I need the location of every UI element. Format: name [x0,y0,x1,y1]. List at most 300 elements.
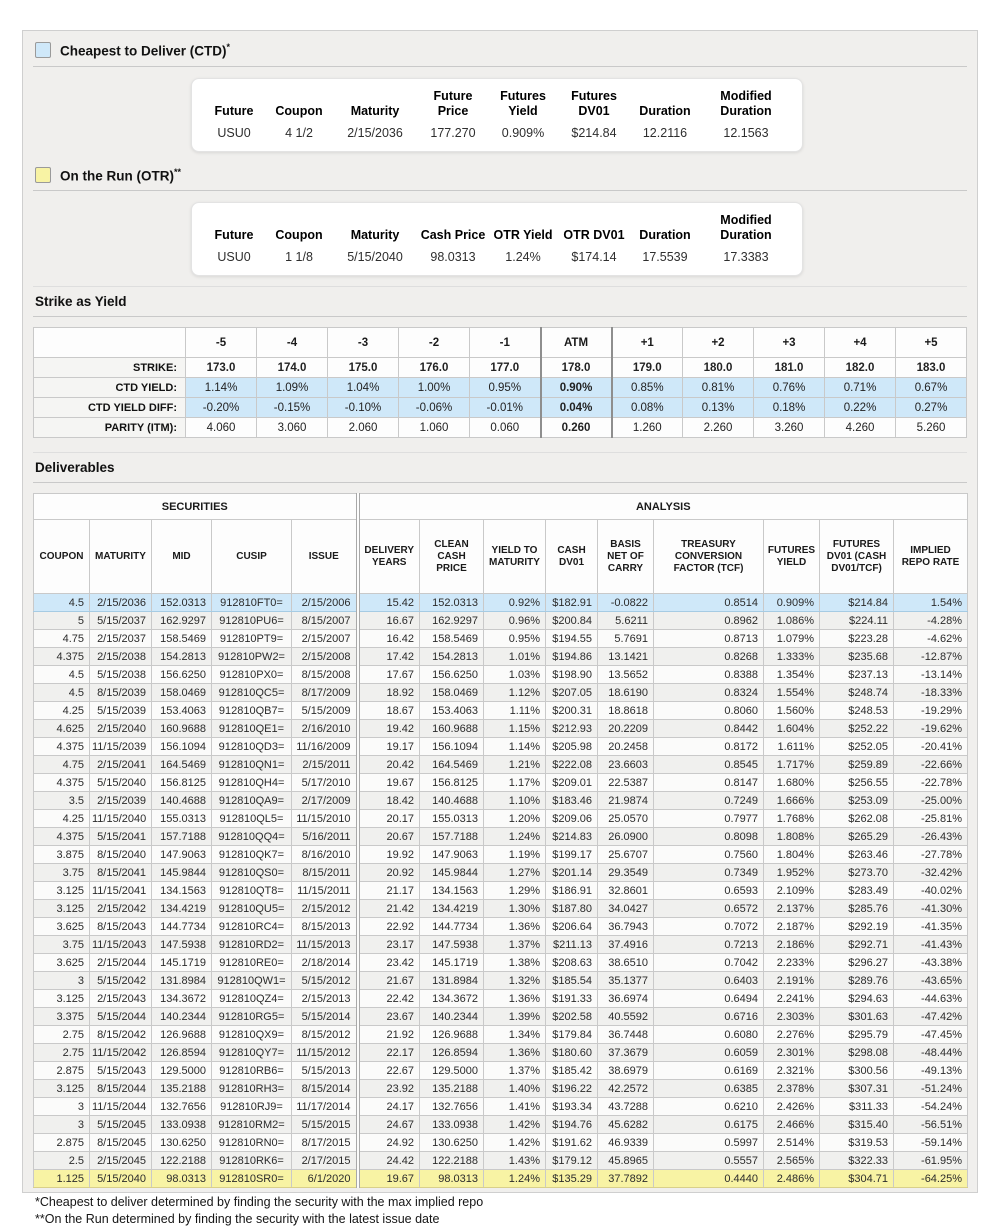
cell: 21.42 [358,900,420,918]
table-row[interactable] [34,900,968,918]
cell: 13.5652 [598,666,654,684]
cell: 2.186% [764,936,820,954]
cell: 21.17 [358,882,420,900]
cell: 20.2209 [598,720,654,738]
strike-cell: 1.260 [612,418,683,438]
cell: 18.67 [358,702,420,720]
cell: 912810RB6= [212,1062,292,1080]
table-row[interactable] [34,1098,968,1116]
cell: 158.0469 [420,684,484,702]
cell: 5/15/2043 [90,1062,152,1080]
cell: 1.24% [484,1170,546,1188]
cell: 1.24% [484,828,546,846]
column-header: COUPON [34,520,90,594]
table-row[interactable] [34,684,968,702]
table-row[interactable] [34,828,968,846]
cell: 1.41% [484,1098,546,1116]
cell: 5/15/2014 [292,1008,358,1026]
cell: -59.14% [894,1134,968,1152]
cell: $202.58 [546,1008,598,1026]
cell: 155.0313 [420,810,484,828]
cell: 140.2344 [420,1008,484,1026]
cell: 2/17/2009 [292,792,358,810]
strike-cell: 0.67% [896,378,967,398]
cell: 3.125 [34,1080,90,1098]
cell: 1.43% [484,1152,546,1170]
cell: 1.42% [484,1116,546,1134]
cell: 145.9844 [152,864,212,882]
cell: $179.12 [546,1152,598,1170]
table-row[interactable] [34,630,968,648]
cell: 1.14% [484,738,546,756]
cell: $200.31 [546,702,598,720]
column-header: +5 [896,328,967,358]
strike-cell: 0.27% [896,398,967,418]
cell: -41.43% [894,936,968,954]
strike-cell: 0.13% [683,398,754,418]
cell: 3.875 [34,846,90,864]
summary-value: $214.84 [571,125,617,140]
table-row[interactable] [34,882,968,900]
cell: 35.1377 [598,972,654,990]
strike-cell: 0.81% [683,378,754,398]
ctd-row[interactable] [34,594,968,612]
cell: 912810QL5= [212,810,292,828]
cell: -64.25% [894,1170,968,1188]
cell: 2.466% [764,1116,820,1134]
cell: 4.375 [34,828,90,846]
cell: 133.0938 [420,1116,484,1134]
cell: $307.31 [820,1080,894,1098]
cell: 2.109% [764,882,820,900]
cell: -19.62% [894,720,968,738]
column-header: -1 [470,328,541,358]
cell: 912810QK7= [212,846,292,864]
table-row[interactable] [34,918,968,936]
cell: 912810QU5= [212,900,292,918]
table-row[interactable] [34,720,968,738]
cell: 2.276% [764,1026,820,1044]
table-row[interactable] [34,792,968,810]
cell: -27.78% [894,846,968,864]
cell: 0.6385 [654,1080,764,1098]
cell: 0.7213 [654,936,764,954]
strike-cell: 175.0 [328,358,399,378]
cell: 40.5592 [598,1008,654,1026]
cell: $187.80 [546,900,598,918]
cell: -61.95% [894,1152,968,1170]
cell: 25.0570 [598,810,654,828]
strike-cell: 0.71% [825,378,896,398]
cell: 2/15/2042 [90,900,152,918]
cell: 5/15/2040 [90,774,152,792]
cell: 0.95% [484,630,546,648]
cell: 1.717% [764,756,820,774]
column-header: -2 [399,328,470,358]
cell: 45.8965 [598,1152,654,1170]
cell: -54.24% [894,1098,968,1116]
ctd-legend-label [60,42,230,59]
cell: -32.42% [894,864,968,882]
column-header: OTR Yield [493,228,553,242]
cell: 5/15/2015 [292,1116,358,1134]
cell: 2/15/2040 [90,720,152,738]
strike-cell: 4.260 [825,418,896,438]
ctd-footnote-marker: * [226,42,231,52]
table-row[interactable] [34,846,968,864]
cell: 0.7977 [654,810,764,828]
cell: 20.92 [358,864,420,882]
cell: 0.7042 [654,954,764,972]
cell: 1.21% [484,756,546,774]
cell: 912810QD3= [212,738,292,756]
cell: 1.680% [764,774,820,792]
cell: $224.11 [820,612,894,630]
strike-cell: 0.85% [612,378,683,398]
cell: 1.29% [484,882,546,900]
summary-value: 17.5539 [642,250,688,264]
table-row[interactable] [34,864,968,882]
cell: 3.125 [34,990,90,1008]
cell: 0.5997 [654,1134,764,1152]
cell: $209.06 [546,810,598,828]
cell: $300.56 [820,1062,894,1080]
strike-cell: 0.060 [470,418,541,438]
cell: $183.46 [546,792,598,810]
table-row[interactable] [34,1062,968,1080]
table-row[interactable] [34,774,968,792]
cell: 1.27% [484,864,546,882]
cell: -41.35% [894,918,968,936]
table-row[interactable] [34,990,968,1008]
cell: 134.4219 [152,900,212,918]
column-header: CLEAN CASH PRICE [420,520,484,594]
strike-cell: 182.0 [825,358,896,378]
cell: 37.4916 [598,936,654,954]
cell: 1.11% [484,702,546,720]
cell: 130.6250 [152,1134,212,1152]
strike-row [34,418,967,438]
footnotes [33,1194,967,1228]
securities-group-header: SECURITIES [34,494,358,520]
cell: 8/15/2044 [90,1080,152,1098]
cell: 1.10% [484,792,546,810]
cell: 20.17 [358,810,420,828]
cell: 144.7734 [152,918,212,936]
cell: 5/15/2044 [90,1008,152,1026]
cell: 42.2572 [598,1080,654,1098]
strike-cell: 2.260 [683,418,754,438]
cell: 1.38% [484,954,546,972]
table-row[interactable] [34,612,968,630]
summary-value: 98.0313 [430,250,476,264]
cell: 132.7656 [420,1098,484,1116]
strike-cell: 181.0 [754,358,825,378]
cell: 912810PX0= [212,666,292,684]
cell: 2/18/2014 [292,954,358,972]
cell: $248.74 [820,684,894,702]
cell: 912810QW1= [212,972,292,990]
cell: 156.1094 [152,738,212,756]
table-row[interactable] [34,810,968,828]
cell: 98.0313 [152,1170,212,1188]
cell: 912810RK6= [212,1152,292,1170]
cell: 1.20% [484,810,546,828]
cell: 5/15/2037 [90,612,152,630]
cell: 2/15/2012 [292,900,358,918]
cell: 140.4688 [420,792,484,810]
cell: -22.78% [894,774,968,792]
cell: 0.6716 [654,1008,764,1026]
deliverables-title: Deliverables [33,453,967,483]
cell: 2.5 [34,1152,90,1170]
cell: 1.808% [764,828,820,846]
table-row[interactable] [34,1080,968,1098]
cell: 8/15/2012 [292,1026,358,1044]
cell: 1.333% [764,648,820,666]
cell: 158.0469 [152,684,212,702]
strike-cell: 0.18% [754,398,825,418]
table-row[interactable] [34,738,968,756]
otr-row[interactable] [34,1170,968,1188]
summary-value: USU0 [217,250,251,264]
cell: 912810QS0= [212,864,292,882]
cell: $304.71 [820,1170,894,1188]
cell: 1.768% [764,810,820,828]
cell: -41.30% [894,900,968,918]
cell: $292.19 [820,918,894,936]
cell: 23.67 [358,1008,420,1026]
cell: 1.03% [484,666,546,684]
cell: 0.7249 [654,792,764,810]
cell: 3.625 [34,918,90,936]
cell: 134.1563 [420,882,484,900]
cell: 1.37% [484,1062,546,1080]
cell: 8/15/2043 [90,918,152,936]
cell: 25.6707 [598,846,654,864]
cell: 1.37% [484,936,546,954]
cell: $265.29 [820,828,894,846]
cell: 0.6593 [654,882,764,900]
strike-as-yield-table [33,327,967,438]
row-label: CTD YIELD DIFF: [34,398,186,418]
cell: 147.9063 [152,846,212,864]
cell: 22.92 [358,918,420,936]
otr-legend-text: On the Run (OTR) [60,168,174,183]
cell: 1.604% [764,720,820,738]
cell: 3.5 [34,792,90,810]
column-header: MID [152,520,212,594]
table-row[interactable] [34,1044,968,1062]
column-header: Modified Duration [720,88,772,118]
strike-cell: 183.0 [896,358,967,378]
strike-cell: 0.90% [541,378,612,398]
cell: 15.42 [358,594,420,612]
table-row[interactable] [34,648,968,666]
ctd-summary-card [191,78,803,152]
column-header-row [34,520,968,594]
cell: -40.02% [894,882,968,900]
cell: 0.8545 [654,756,764,774]
cell: 18.92 [358,684,420,702]
table-row[interactable] [34,1116,968,1134]
cell: 0.8442 [654,720,764,738]
cell: 152.0313 [152,594,212,612]
cell: 1.611% [764,738,820,756]
cell: 126.9688 [152,1026,212,1044]
ctd-legend-text: Cheapest to Deliver (CTD) [60,43,227,59]
cell: 132.7656 [152,1098,212,1116]
strike-cell: 0.04% [541,398,612,418]
cell: 912810RG5= [212,1008,292,1026]
cell: 4.5 [34,666,90,684]
cell: 145.9844 [420,864,484,882]
summary-value: USU0 [217,125,251,140]
strike-cell: 178.0 [541,358,612,378]
cell: 37.3679 [598,1044,654,1062]
summary-value: 17.3383 [723,250,769,264]
cell: 24.92 [358,1134,420,1152]
cell: 1.42% [484,1134,546,1152]
cell: $294.63 [820,990,894,1008]
cell: 17.67 [358,666,420,684]
cell: 135.2188 [420,1080,484,1098]
strike-cell: 177.0 [470,358,541,378]
cell: $252.22 [820,720,894,738]
cell: -4.28% [894,612,968,630]
cell: $252.05 [820,738,894,756]
strike-cell: 173.0 [186,358,257,378]
cell: 154.2813 [152,648,212,666]
cell: 4.75 [34,756,90,774]
cell: 122.2188 [420,1152,484,1170]
table-row[interactable] [34,756,968,774]
cell: 155.0313 [152,810,212,828]
cell: 1.36% [484,990,546,1008]
cell: 912810RC4= [212,918,292,936]
cell: -56.51% [894,1116,968,1134]
table-row[interactable] [34,972,968,990]
cell: $211.13 [546,936,598,954]
table-row[interactable] [34,702,968,720]
cell: 912810RJ9= [212,1098,292,1116]
summary-value: 1 1/8 [285,250,313,264]
cell: $301.63 [820,1008,894,1026]
cell: 1.354% [764,666,820,684]
cell: 1.01% [484,648,546,666]
column-header: FUTURES DV01 (CASH DV01/TCF) [820,520,894,594]
cell: 1.554% [764,684,820,702]
column-header: CUSIP [212,520,292,594]
table-row[interactable] [34,954,968,972]
cell: 133.0938 [152,1116,212,1134]
table-row[interactable] [34,936,968,954]
summary-header-row [202,210,792,246]
cell: -49.13% [894,1062,968,1080]
cell: $206.64 [546,918,598,936]
cell: 8/15/2040 [90,846,152,864]
table-row[interactable] [34,666,968,684]
cell: 5/15/2042 [90,972,152,990]
cell: 153.4063 [152,702,212,720]
column-header: +4 [825,328,896,358]
cell: $235.68 [820,648,894,666]
cell: 130.6250 [420,1134,484,1152]
cell: 5/17/2010 [292,774,358,792]
cell: 1.40% [484,1080,546,1098]
table-row[interactable] [34,1152,968,1170]
cell: 4.25 [34,702,90,720]
cell: $222.08 [546,756,598,774]
column-header: FUTURES YIELD [764,520,820,594]
column-header: Maturity [350,228,400,242]
cell: $214.83 [546,828,598,846]
cell: 912810SR0= [212,1170,292,1188]
cell: 1.804% [764,846,820,864]
cell: -51.24% [894,1080,968,1098]
cell: -22.66% [894,756,968,774]
cell: 3.375 [34,1008,90,1026]
cell: 19.42 [358,720,420,738]
cell: 24.42 [358,1152,420,1170]
strike-row [34,358,967,378]
summary-value: 12.1563 [723,125,769,140]
cell: 38.6979 [598,1062,654,1080]
cell: $285.76 [820,900,894,918]
table-row[interactable] [34,1008,968,1026]
column-header: Coupon [275,228,323,242]
table-row[interactable] [34,1134,968,1152]
cell: -25.81% [894,810,968,828]
column-header: Duration [639,103,691,118]
cell: 22.67 [358,1062,420,1080]
cell: $201.14 [546,864,598,882]
column-header: Futures Yield [500,88,546,118]
strike-as-yield-section [33,286,967,438]
cell: 5 [34,612,90,630]
cell: 1.079% [764,630,820,648]
cell: 160.9688 [152,720,212,738]
cell: 24.17 [358,1098,420,1116]
cell: 3 [34,972,90,990]
table-row[interactable] [34,1026,968,1044]
cell: $289.76 [820,972,894,990]
cell: 0.5557 [654,1152,764,1170]
strike-cell: 1.14% [186,378,257,398]
cell: 2/15/2036 [90,594,152,612]
summary-value: $174.14 [571,250,617,264]
cell: 912810QB7= [212,702,292,720]
cell: 2.241% [764,990,820,1008]
cell: 16.67 [358,612,420,630]
cell: 0.8268 [654,648,764,666]
cell: 126.8594 [152,1044,212,1062]
strike-cell: 0.76% [754,378,825,398]
cell: $263.46 [820,846,894,864]
cell: 21.92 [358,1026,420,1044]
cell: 0.6169 [654,1062,764,1080]
cell: 4.75 [34,630,90,648]
cell: 129.5000 [420,1062,484,1080]
cell: 21.67 [358,972,420,990]
strike-cell: 0.260 [541,418,612,438]
cell: 5/15/2013 [292,1062,358,1080]
summary-value: 12.2116 [642,125,688,140]
cell: 4.25 [34,810,90,828]
cell: 19.92 [358,846,420,864]
cell: $185.42 [546,1062,598,1080]
strike-cell: -0.10% [328,398,399,418]
